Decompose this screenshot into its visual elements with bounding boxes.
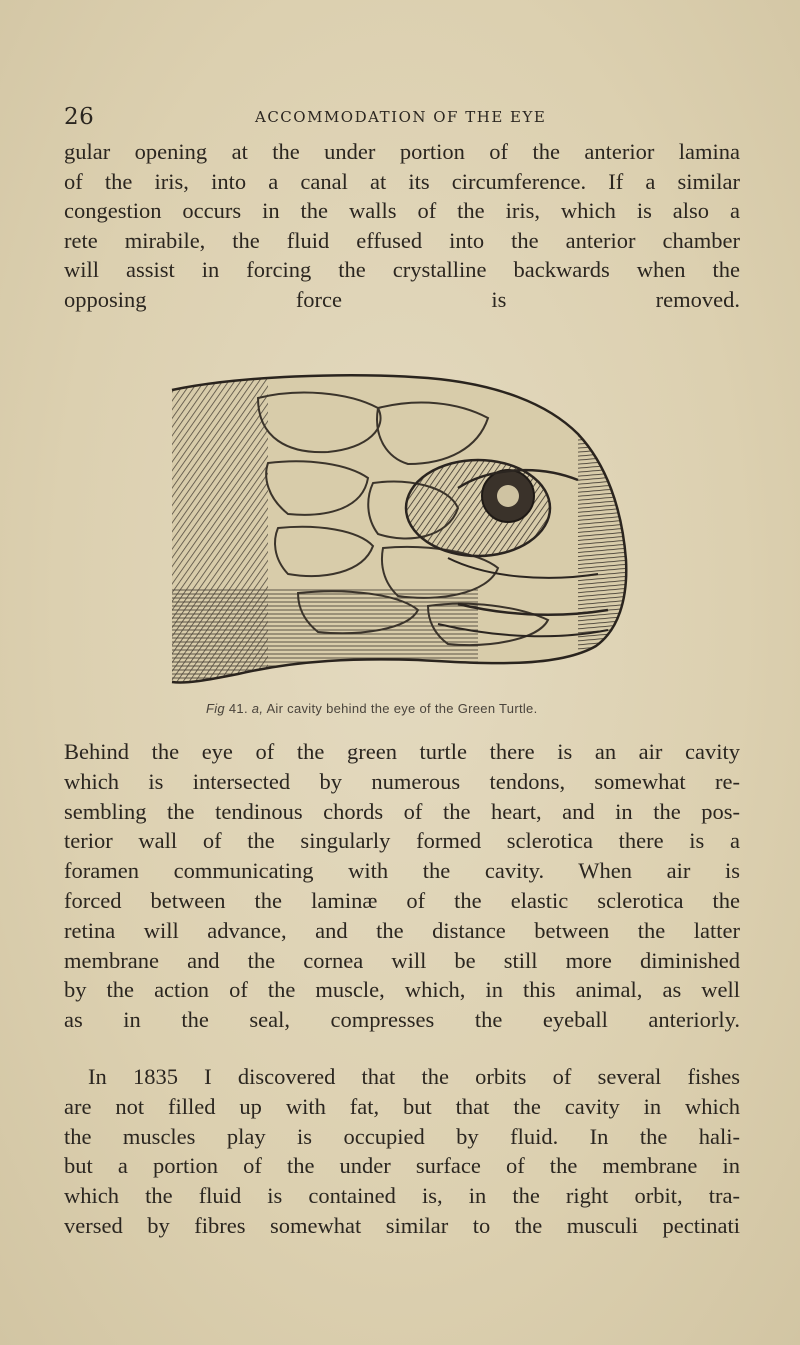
text-line: are not filled up with fat, but that the cavity in which <box>64 1093 740 1119</box>
paragraph-1 <box>64 137 740 314</box>
figure-caption <box>206 701 538 716</box>
text-line: retina will advance, and the distance between the latter <box>64 917 740 943</box>
caption-a-marker: a, <box>251 701 264 716</box>
text-line: by the action of the muscle, which, in this animal, as well <box>64 977 740 1003</box>
paragraph-2 <box>64 737 740 1035</box>
text-line: foramen communicating with the cavity. When air is <box>64 858 740 884</box>
text-line: Behind the eye of the green turtle there is an air cavity <box>64 739 740 764</box>
turtle-head-engraving <box>158 368 638 690</box>
paragraph-3 <box>64 1062 740 1241</box>
caption-number: 41. <box>228 701 248 716</box>
running-head: ACCOMMODATION OF THE EYE <box>255 108 547 126</box>
text-line: rete mirabile, the fluid effused into the anterior chamber <box>64 227 740 253</box>
text-line: versed by fibres somewhat similar to the musculi pectinati <box>64 1212 740 1238</box>
caption-label: Fig <box>206 701 225 716</box>
page-number: 26 <box>64 104 95 130</box>
caption-text: Air cavity behind the eye of the Green Turtle. <box>266 701 538 716</box>
text-line: congestion occurs in the walls of the iris, which is also a <box>64 198 740 223</box>
text-line: membrane and the cornea will be still more diminished <box>64 947 740 973</box>
text-line: forced between the laminæ of the elastic sclerotica the <box>64 887 740 913</box>
text-line: opposing force is removed. <box>64 286 740 312</box>
text-line: which is intersected by numerous tendons, somewhat re- <box>64 768 740 794</box>
text-line: the muscles play is occupied by fluid. In the hali- <box>64 1123 740 1149</box>
text-line: of the iris, into a canal at its circumference. If a similar <box>64 168 740 194</box>
text-line: In 1835 I discovered that the orbits of several fishes <box>88 1064 740 1089</box>
text-line: but a portion of the under surface of the membrane in <box>64 1153 740 1179</box>
text-line: sembling the tendinous chords of the heart, and in the pos- <box>64 798 740 824</box>
text-line: will assist in forcing the crystalline backwards when the <box>64 257 740 282</box>
text-line: gular opening at the under portion of the anterior lamina <box>64 139 740 164</box>
text-line: as in the seal, compresses the eyeball anteriorly. <box>64 1007 740 1033</box>
text-line: which the fluid is contained is, in the right orbit, tra- <box>64 1183 740 1209</box>
text-line: terior wall of the singularly formed sclerotica there is a <box>64 828 740 854</box>
